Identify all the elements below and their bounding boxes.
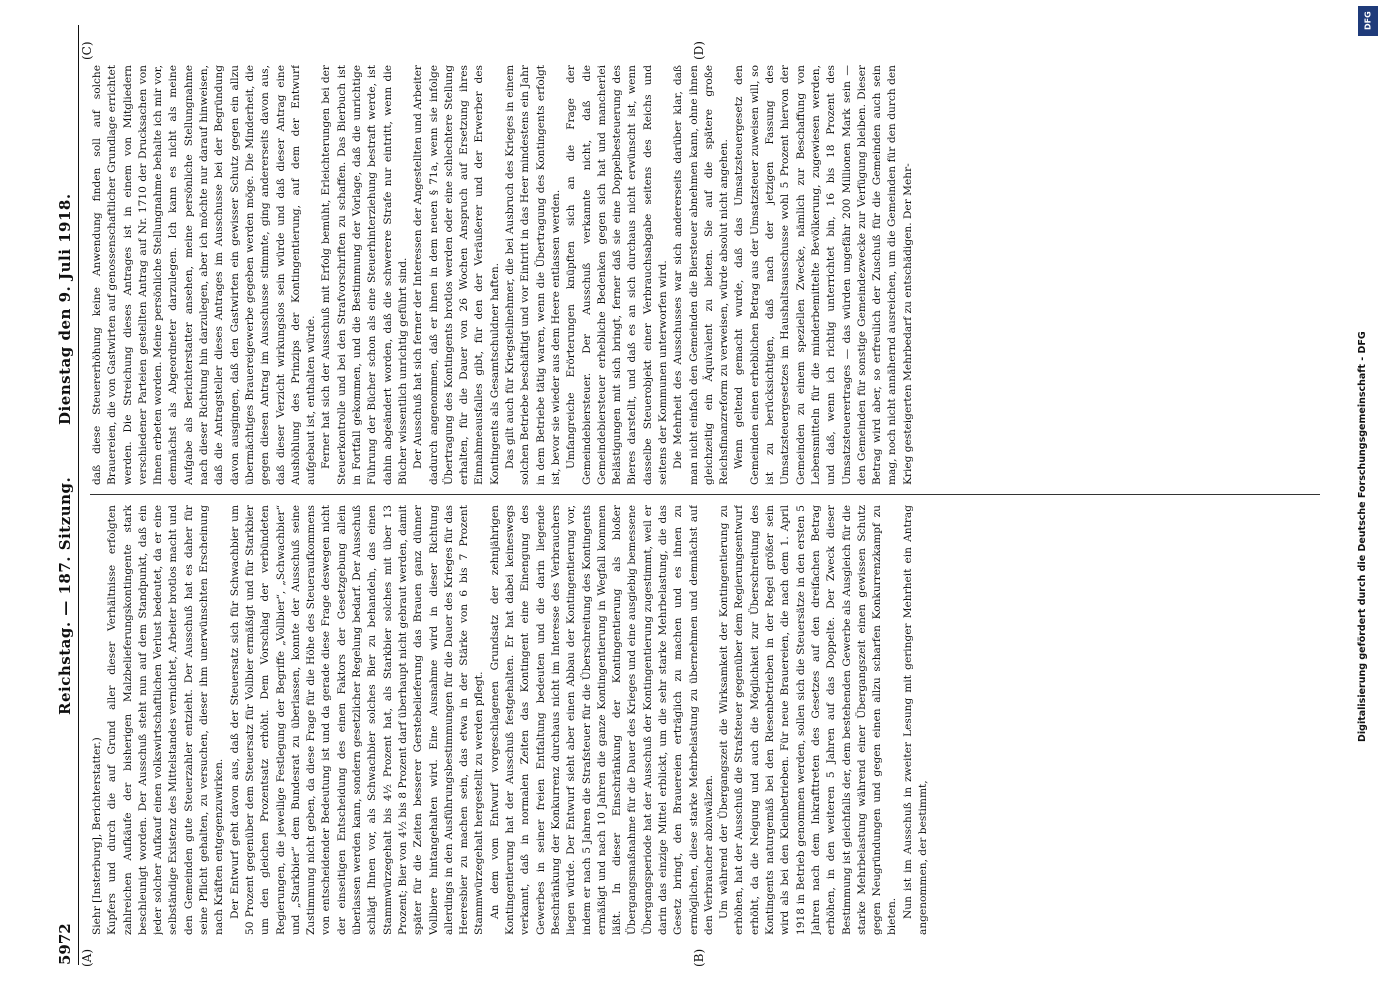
paragraph: Um während der Übergangszeit die Wirksamkeit der Kontingentierung zu erhöhen, hat der Ausschuß die Strafsteuer gegenüber dem Regierungsentwurf erhöht, da die Neigung und auch die Möglichkeit zur Überschreitung des Kontingents naturgemäß bei den Riesenbetrieben in der Regel größer sein wird als bei den Kleinbetrieben. Für neue Brauereien, die nach dem 1. April 1918 in Betrieb genommen werden, sollen sich die Steuersätze in den ersten 5 Jahren nach dem Inkrafttreten des Gesetzes auf den dreifachen Betrag erhöhen, in den weiteren 5 Jahren auf das Doppelte. Der Zweck dieser Bestimmung ist gleichfalls der, dem bestehenden Gewerbe als Ausgleich für die starke Mehrbelastung während einer Übergangszeit einen gewissen Schutz gegen Neugründungen und gegen einen allzu scharfen Konkurrenzkampf zu bieten.	[718, 505, 899, 935]
margin-letter-a: (A)	[80, 948, 94, 967]
paragraph: Umfangreiche Erörterungen knüpften sich an die Frage der Gemeindebiersteuer. Der Ausschuß verkannte nicht, daß die Gemeindebiersteuer erhebliche Bedenken gegen sich hat und mancherlei Belästigungen mit sich bringt, ferner daß sie eine Doppelbesteuerung des Bieres darstellt, und daß es an sich durchaus nicht erwünscht ist, wenn dasselbe Steuerobjekt einer Verbrauchsabgabe seitens des Reichs und seitens der Kommunen unterworfen wird.	[565, 65, 669, 485]
paragraph: Die Mehrheit des Ausschusses war sich andererseits darüber klar, daß man nicht einfach den Gemeinden die Biersteuer abnehmen kann, ohne ihnen gleichzeitig ein Äquivalent zu bieten. Sie auf die spätere große Reichsfinanzreform zu verweisen, würde absolut nicht angehen.	[672, 65, 731, 485]
paragraph: Wenn geltend gemacht wurde, daß das Umsatzsteuergesetz den Gemeinden einen erheblichen Betrag aus der Umsatzsteuer zuweisen will, so ist zu berücksichtigen, daß nach der jetzigen Fassung des Umsatzsteuergesetzes im Haushaltsausschusse wohl 5 Prozent hiervon der Gemeinden zu einem speziellen Zwecke, nämlich zur Beschaffung von Lebensmitteln für die minderbemittelte Bevölkerung, zugewiesen werden, und daß, wenn ich richtig unterrichtet bin, 16 bis 18 Prozent des Umsatzsteuerertrages — das würden ungefähr 200 Millionen Mark sein — den Gemeinden für sonstige Gemeindezwecke zur Verfügung bleiben. Dieser Betrag wird aber, so erfreulich der Zuschuß für die Gemeinden auch sein mag, noch nicht annähernd ausreichen, um die Gemeinden für den durch den Krieg gesteigerten Mehrbedarf zu entschädigen. Der Mehr-	[733, 65, 914, 485]
speaker-line: Siehr [Insterburg], Berichterstatter.)	[91, 737, 103, 935]
left-column	[90, 505, 1320, 935]
column-divider	[90, 494, 1320, 495]
margin-letter-b: (B)	[692, 948, 706, 967]
header-date: Dienstag den 9. Juli 1918.	[56, 193, 74, 425]
paragraph: daß diese Steuererhöhung keine Anwendung finden soll auf solche Brauereien, die von Gastwirten auf genossenschaftlicher Grundlage errichtet werden. Die Streichung dieses Antrages ist in einem von Mitgliedern verschiedener Parteien gestellten Antrag auf Nr. 1710 der Drucksachen von Ihnen erbeten worden. Meine persönliche Stellungnahme behalte ich mir vor, demnächst als Abgeordneter darzulegen. Ich kann es nicht als meine Aufgabe als Berichterstatter ansehen, meine persönliche Stellungnahme nach dieser Richtung hin darzulegen, aber ich möchte nur darauf hinweisen, daß die Antragsteller dieses Antrages im Ausschusse bei der Begründung davon ausgingen, daß den Gastwirten ein gewisser Schutz gegen ein allzu übermächtiges Brauereigewerbe gegeben werden möge. Die Minderheit, die gegen diesen Antrag im Ausschusse stimmte, ging andererseits davon aus, daß dieser Verzicht wirkungslos sein würde und daß dieser Antrag eine Aushöhlung des Prinzips der Kontingentierung, auf dem der Entwurf aufgebaut ist, enthalten würde.	[91, 65, 318, 485]
paragraph: Nun ist im Ausschuß in zweiter Lesung mit geringer Mehrheit ein Antrag angenommen, der bestimmt,	[901, 505, 930, 935]
dfg-logo: DFG	[1358, 6, 1378, 36]
paragraph: Ferner hat sich der Ausschuß mit Erfolg bemüht, Erleichterungen bei der Steuerkontrolle und bei den Strafvorschriften zu schaffen. Das Bierbuch ist in Fortfall gekommen, und die Bestimmung der Vorlage, daß die unrichtige Führung der Bücher schon als eine Steuerhinterziehung bestraft werde, ist dahin abgeändert worden, daß die schwerere Strafe nur eintritt, wenn die Bücher wissentlich unrichtig geführt sind.	[320, 65, 409, 485]
rotated-page	[52, 25, 1332, 965]
paragraph: An dem vom Entwurf vorgeschlagenen Grundsatz der zehnjährigen Kontingentierung hat der Ausschuß festgehalten. Er hat dabei keineswegs verkannt, daß in normalen Zeiten das Kontingent eine Einengung des Gewerbes in seiner freien Entfaltung bedeuten und die darin liegende Beschränkung der Konkurrenz durchaus nicht im Interesse des Verbrauchers liegen würde. Der Entwurf sieht aber einen Abbau der Kontingentierung vor, indem er nach 5 Jahren die Strafsteuer für die Überschreitung des Kontingents ermäßigt und nach 10 Jahren die ganze Kontingentierung in Wegfall kommen läßt. In dieser Einschränkung der Kontingentierung als bloßer Übergangsmaßnahme für die Dauer des Krieges und eine ausgiebig bemessene Übergangsperiode hat der Ausschuß der Kontingentierung zugestimmt, weil er darin das einzige Mittel erblickt, um die sehr starke Mehrbelastung, die das Gesetz bringt, den Brauereien erträglich zu machen und es ihnen zu ermöglichen, diese starke Mehrbelastung zu übernehmen und demnächst auf den Verbraucher abzuwälzen.	[488, 505, 715, 935]
margin-letter-d: (D)	[692, 41, 706, 60]
dfg-stamp	[1356, 0, 1382, 1000]
paragraph: Kupfers und durch die auf Grund aller dieser Verhältnisse erfolgten zahlreichen Aufkäufe der bisherigen Malzbelieferungskontingente stark beschleunigt worden. Der Ausschuß steht nun auf dem Standpunkt, daß ein jeder solcher Aufkauf einen volkswirtschaftlichen Verlust bedeutet, da er eine selbständige Existenz des Mittelstandes vernichtet, Arbeiter brotlos macht und den Gemeinden gute Steuerzahler entzieht. Der Ausschuß hat es daher für seine Pflicht gehalten, zu versuchen, dieser ihm unerwünschten Erscheinung nach Kräften entgegenzuwirken.	[106, 505, 226, 935]
header-title: Reichstag. — 187. Sitzung.	[56, 476, 74, 715]
dfg-credit-text: Digitalisierung gefördert durch die Deutsche Forschungsgemeinschaft - DFG	[1357, 331, 1368, 742]
right-column	[90, 65, 1320, 485]
paragraph: Das gilt auch für Kriegsteilnehmer, die bei Ausbruch des Krieges in einem solchen Betriebe beschäftigt und vor Eintritt in das Heer mindestens ein Jahr in dem Betriebe tätig waren, wenn die Übertragung des Kontingents erfolgt ist, bevor sie wieder aus dem Heere entlassen werden.	[504, 65, 562, 485]
margin-letter-c: (C)	[80, 41, 94, 60]
paragraph: Der Entwurf geht davon aus, daß der Steuersatz sich für Schwachbier um 50 Prozent gegenüber dem Steuersatz für Vollbier ermäßigt und für Starkbier um den gleichen Prozentsatz erhöht. Dem Vorschlag der verbündeten Regierungen, die jeweilige Festlegung der Begriffe „Vollbier“, „Schwachbier“ und „Starkbier“ dem Bundesrat zu überlassen, konnte der Ausschuß seine Zustimmung nicht geben, da diese Frage für die Höhe des Steueraufkommens von entscheidender Bedeutung ist und da gerade diese Frage deswegen nicht der einseitigen Entscheidung des einen Faktors der Gesetzgebung allein überlassen werden kann, sondern gesetzlicher Regelung bedarf. Der Ausschuß schlägt Ihnen vor, als Schwachbier solches Bier zu behandeln, das einen Stammwürzegehalt bis 4½ Prozent hat, als Starkbier solches mit über 13 Prozent; Bier von 4½ bis 8 Prozent darf überhaupt nicht gebraut werden, damit später für die Zeiten besserer Gerstebelieferung das Brauen ganz dünner Vollbiere hintangehalten wird. Eine Ausnahme wird in dieser Richtung allerdings in den Ausführungsbestimmungen für die Dauer des Krieges für das Heeresbier zu machen sein, das etwa in der Stärke von 6 bis 7 Prozent Stammwürzegehalt hergestellt zu werden pflegt.	[228, 505, 486, 935]
page-header	[52, 25, 79, 965]
paragraph: Der Ausschuß hat sich ferner der Interessen der Angestellten und Arbeiter dadurch angenommen, daß er ihnen in dem neuen § 71a, wenn sie infolge Übertragung des Kontingents brotlos werden oder eine schlechtere Stellung erhalten, für die Dauer von 26 Wochen Anspruch auf Ersetzung ihres Einnahmeausfalles gibt, für den der Veräußerer und der Erwerber des Kontingents als Gesamtschuldner haften.	[412, 65, 501, 485]
page-number: 5972	[56, 923, 74, 965]
